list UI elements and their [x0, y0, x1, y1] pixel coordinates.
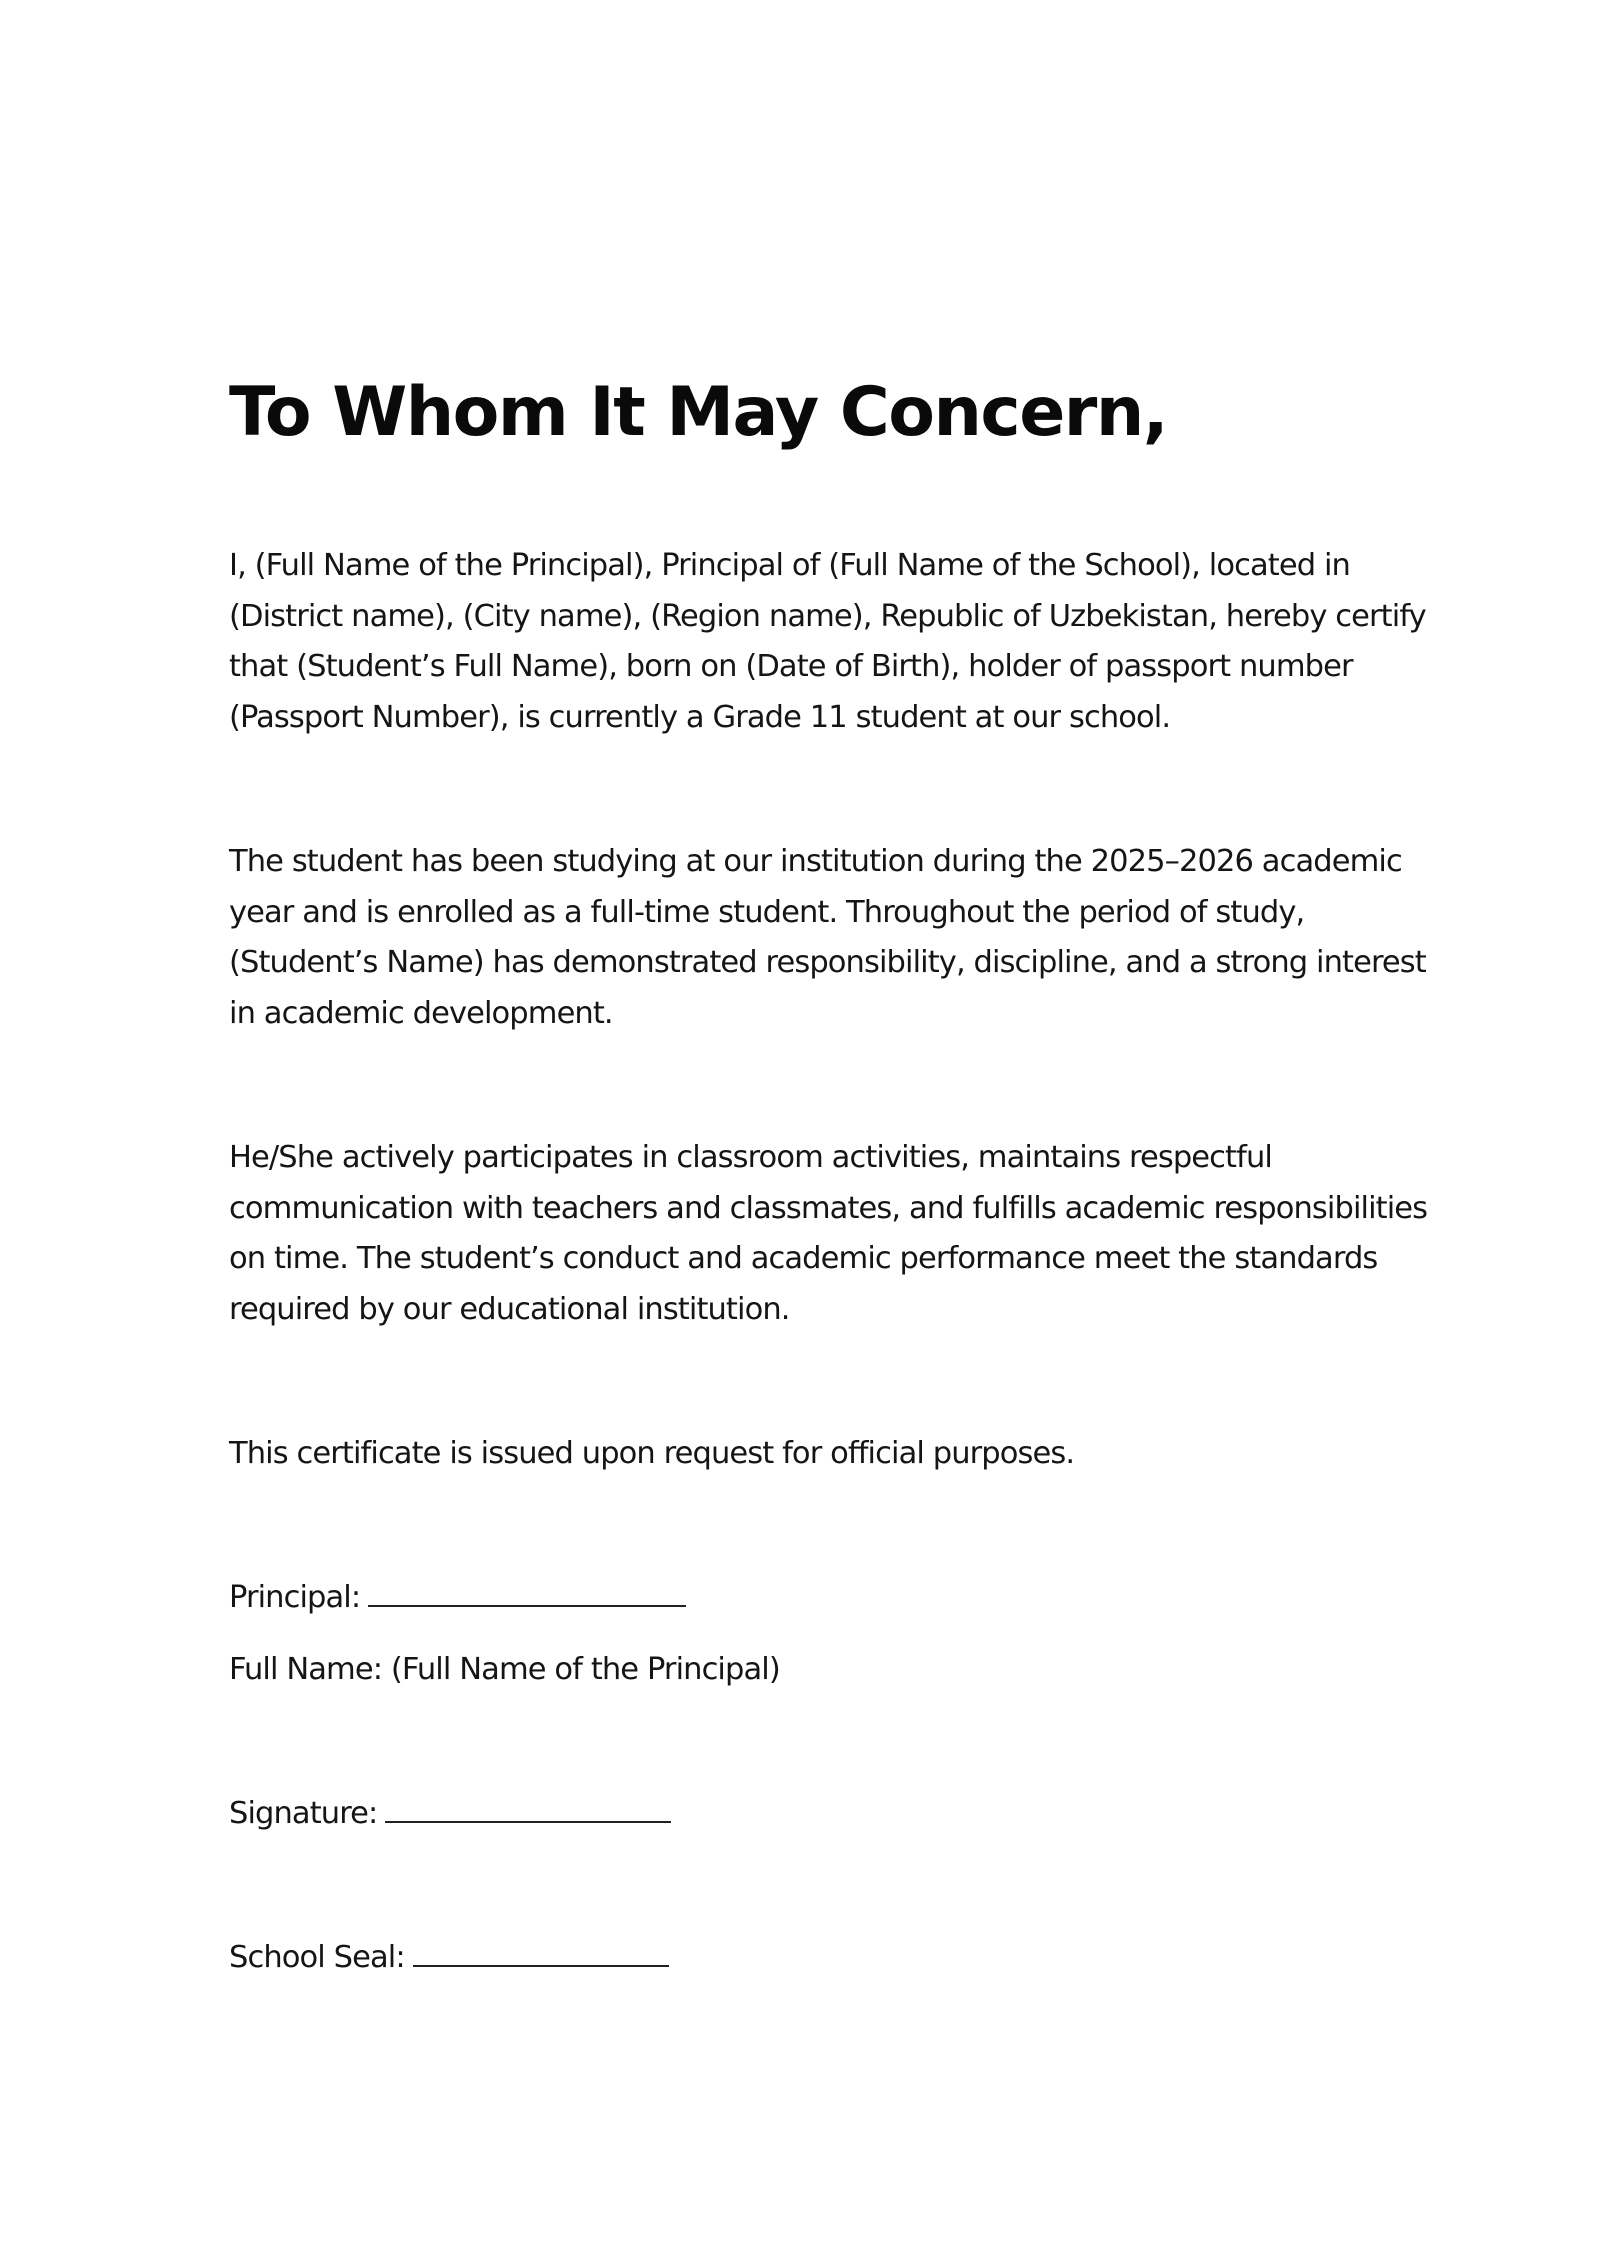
seal-line: [229, 1933, 669, 1983]
paragraph-line: The student has been studying at our institution during the 2025–2026 academic: [229, 844, 1402, 879]
principal-blank: [368, 1575, 686, 1607]
paragraph-line: (Passport Number), is currently a Grade 11 student at our school.: [229, 700, 1171, 736]
seal-label: School Seal:: [229, 1940, 405, 1975]
paragraph-line: I, (Full Name of the Principal), Principal of (Full Name of the School), located in: [229, 548, 1350, 583]
signature-label: Signature:: [229, 1796, 378, 1831]
paragraph-line: required by our educational institution.: [229, 1292, 790, 1328]
principal-line: [229, 1573, 686, 1623]
paragraph-line: This certificate is issued upon request for official purposes.: [229, 1436, 1075, 1471]
signature-line: [229, 1789, 671, 1839]
paragraph-line: (District name), (City name), (Region name), Republic of Uzbekistan, hereby certify: [229, 598, 1426, 634]
paragraph-line: year and is enrolled as a full-time student. Throughout the period of study,: [229, 894, 1305, 930]
conduct-paragraph: [229, 1133, 1529, 1336]
seal-blank: [413, 1935, 669, 1967]
principal-label: Principal:: [229, 1580, 361, 1615]
paragraph-line: communication with teachers and classmates, and fulfills academic responsibilities: [229, 1190, 1428, 1226]
letter-heading: To Whom It May Concern,: [229, 373, 1168, 452]
principal-full-name: Full Name: (Full Name of the Principal): [229, 1652, 780, 1687]
paragraph-line: in academic development.: [229, 996, 613, 1032]
signature-blank: [385, 1791, 671, 1823]
paragraph-line: (Student’s Name) has demonstrated responsibility, discipline, and a strong interest: [229, 945, 1426, 981]
purpose-paragraph: [229, 1429, 1529, 1480]
intro-paragraph: [229, 541, 1529, 744]
paragraph-line: He/She actively participates in classroom activities, maintains respectful: [229, 1140, 1272, 1175]
paragraph-line: on time. The student’s conduct and academic performance meet the standards: [229, 1241, 1378, 1277]
study-paragraph: [229, 837, 1529, 1040]
paragraph-line: that (Student’s Full Name), born on (Date of Birth), holder of passport number: [229, 649, 1353, 685]
